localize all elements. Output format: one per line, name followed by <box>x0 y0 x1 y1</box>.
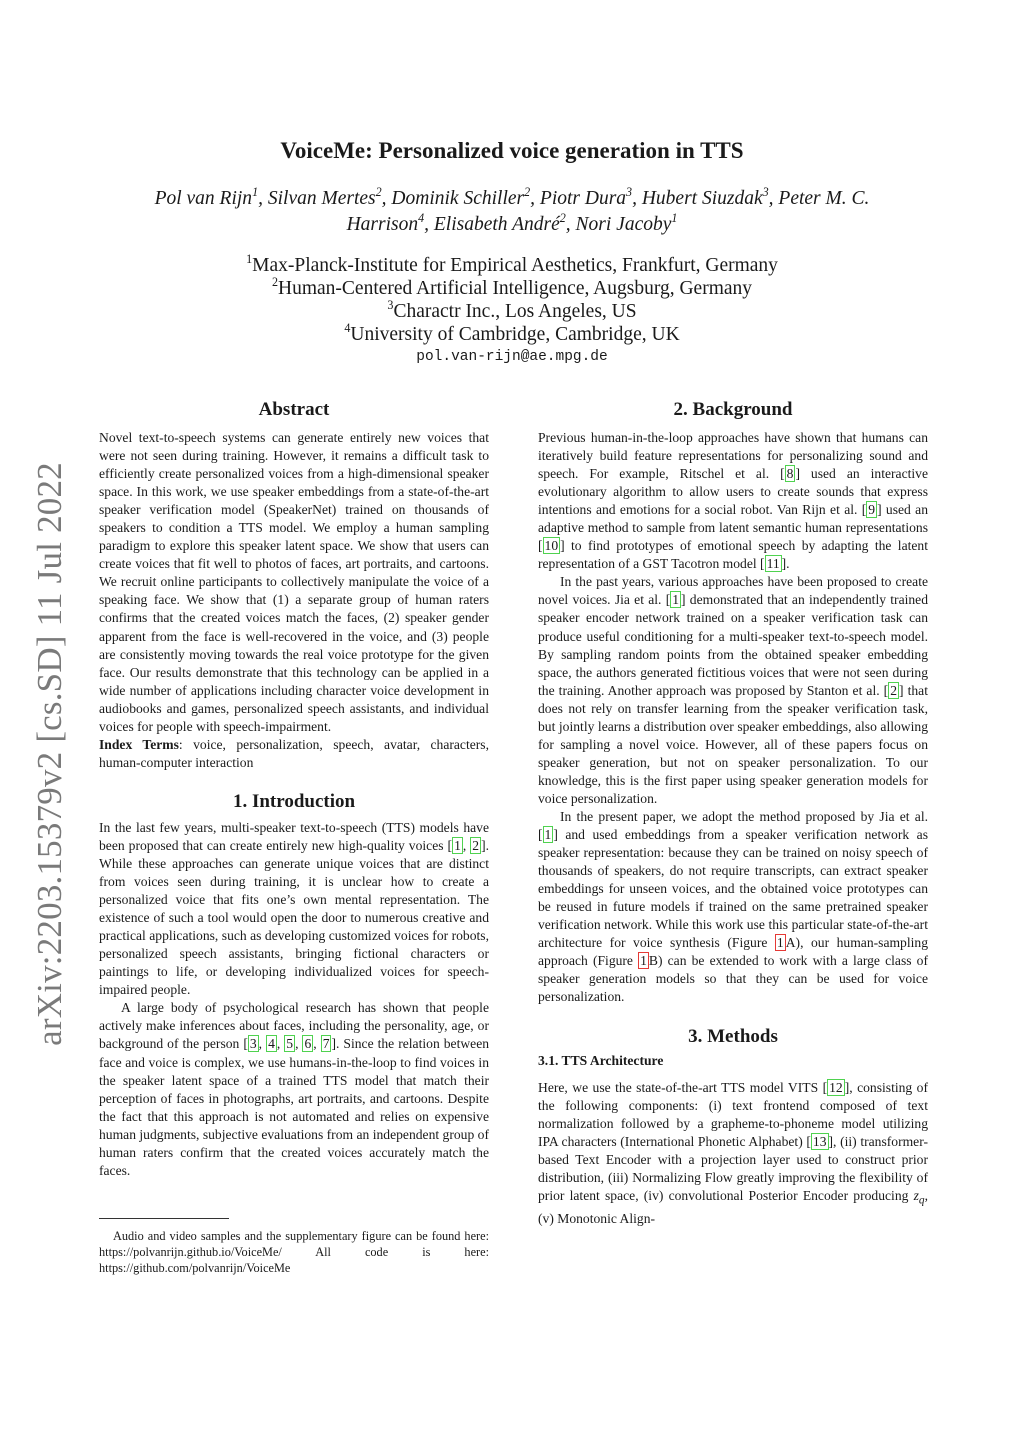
math-variable <box>913 1187 925 1207</box>
paragraph-text: ]. Since the relation between face and voice is complex, we use humans-in-the-loop to find voices in the speaker latent space of a trained TTS model that match their perception of faces in photographs, art portraits, and cartoons. Despite the fact that this approach is not automated and relies on expensive human judgments, subjective evaluations from an independent group of human raters confirm that the created voices accurately match the faces. <box>99 1036 490 1178</box>
background-paragraph-3 <box>538 808 928 1007</box>
paragraph-text: ] and used embeddings from a speaker verification network as speaker representation: because they can be trained on noisy speech of thousands of speakers, do not require transcripts, can extract speaker embeddings for unseen voices, and the obtained voice prototypes can be reused in future models if trained on the same pretrained speaker verification network. While this work use this particular state-of-the-art architecture for voice synthesis (Figure <box>538 827 928 951</box>
index-terms <box>99 736 489 772</box>
paragraph-text: Previous human-in-the-loop approaches have shown that humans can iteratively build feature representations for personalizing sound and speech. For example, Ritschel et al. [ <box>538 430 928 482</box>
index-terms-label: Index Terms <box>99 736 179 752</box>
footnote-text: Audio and video samples and the supplementary figure can be found here: https://polvanrijn.github.io/VoiceMe/ All code is here: https://github.com/polvanrijn/VoiceMe <box>99 1229 489 1275</box>
author-name: Hubert Siuzdak <box>641 188 763 209</box>
paper-title: VoiceMe: Personalized voice generation in TTS <box>280 138 744 163</box>
citation-link[interactable]: 10 <box>544 538 559 554</box>
introduction-paragraph-1 <box>99 819 489 999</box>
arxiv-identifier-text: arXiv:2203.15379v2 [cs.SD] 11 Jul 2022 <box>30 462 69 1046</box>
author-list: Pol van Rijn$^1$, Silvan Mertes$^2$, Dominik Schiller$^2$, Piotr Dura$^3$, Hubert Siuzdak$^3$, Peter M. C. Harrison$^4$, Elisabeth André$^2$, Nori Jacoby$^1$ <box>154 184 870 235</box>
affiliation-text: Max-Planck-Institute for Empirical Aesthetics, Frankfurt, Germany <box>252 255 778 276</box>
affiliation-line <box>0 297 1024 323</box>
affiliation-line <box>0 320 1024 346</box>
citation-link[interactable]: 2 <box>890 682 898 698</box>
tts-architecture-subheading: 3.1. TTS Architecture <box>538 1052 664 1068</box>
affiliation-number: 3 <box>387 297 394 312</box>
author-affiliation-mark: 2 <box>524 184 531 199</box>
author-name: Piotr Dura <box>539 188 627 209</box>
methods-heading: 3. Methods <box>688 1025 778 1047</box>
affiliation-line <box>0 251 1024 277</box>
author-name: Nori Jacoby <box>575 214 672 235</box>
abstract-text: Novel text-to-speech systems can generate entirely new voices that were not seen during training. However, it remains a difficult task to efficiently create personalized voices from a high-dimensional speaker space. In this work, we use speaker embeddings from a state-of-the-art speaker verification model (SpeakerNet) trained on thousands of speakers to condition a TTS model. We employ a human sampling paradigm to explore this speaker latent space. We show that users can create voices that fit well to photos of faces, art portraits, and cartoons. We recruit online participants to collectively manipulate the voice of a speaking face. We show that (1) a separate group of human raters confirms that the created voices match the faces, (2) speaker gender apparent from the face is well-recovered in the voice, and (3) people are consistently moving towards the real voice prototype for the given face. Our results demonstrate that this technology can be applied in a wide number of applications including character voice development in audiobooks and games, personalized speech assistants, and individual voices for people with speech-impairment. <box>99 430 489 734</box>
citation-link[interactable]: 12 <box>829 1079 843 1095</box>
paragraph-text: A large body of psychological research has shown that people actively make inferences about faces, including the personality, age, or background of the person [ <box>99 1000 489 1052</box>
paragraph-text: ] used an interactive evolutionary algorithm to allow users to create sounds that express intentions and emotions for a social robot. Van Rijn et al. [ <box>538 466 928 518</box>
index-terms-text: : voice, personalization, speech, avatar, characters, human-computer interaction <box>99 736 489 770</box>
figure-link[interactable]: 1 <box>776 935 784 951</box>
methods-paragraph-1 <box>538 1079 928 1228</box>
paragraph-text: , (v) Monotonic Align- <box>538 1187 928 1226</box>
author-affiliation-mark: 2 <box>375 184 382 199</box>
citation-link[interactable]: 4 <box>268 1036 275 1052</box>
affiliation-number: 4 <box>344 320 351 335</box>
affiliation-number: 1 <box>246 251 253 266</box>
affiliation-number: 2 <box>271 274 279 289</box>
paragraph-text: ], (ii) transformer-based Text Encoder with a projection layer used to construct prior distribution, (iii) Normalizing Flow greatly improving the flexibility of prior latent space, (iv) convolutional Posterior Encoder producing <box>538 1133 928 1203</box>
background-heading: 2. Background <box>673 399 793 420</box>
paragraph-text: In the last few years, multi-speaker text-to-speech (TTS) models have been proposed that can create entirely new high-quality voices [ <box>99 819 489 853</box>
paragraph-text: ], consisting of the following components: (i) text frontend composed of text normalization followed by a grapheme-to-phoneme model utilizing IPA characters (International Phonetic Alphabet) [ <box>538 1079 928 1149</box>
paragraph-text: ] that does not rely on transfer learning from the speaker verification task, but jointly learns a distribution over speaker embeddings, also allowing for sampling a novel voice. However, all of these papers focus on speaker generation, but not on speaker personalization. To our knowledge, this is the first paper using speaker generation models for voice personalization. <box>538 682 928 806</box>
footnote <box>99 1218 489 1276</box>
affiliation-text: University of Cambridge, Cambridge, UK <box>350 324 680 345</box>
right-column <box>538 398 928 1228</box>
affiliation-line <box>0 274 1024 300</box>
math-variable-subscript: q <box>918 1194 925 1207</box>
contact-email: pol.van-rijn@ae.mpg.de <box>416 349 608 365</box>
author-affiliation-mark: 1 <box>671 210 678 225</box>
paragraph-text: A), our human-sampling approach (Figure <box>538 935 928 969</box>
citation-link[interactable]: 6 <box>304 1036 312 1052</box>
paragraph-text: ]. While these approaches can generate unique voices that are distinct from voices seen during training, it is unclear how to create a personalized voice that fits one’s own mental representation. The existence of such a tool would open the door to numerous creative and practical applications, such as developing customized voices for robots, personalized speech assistants, bringing fictional characters or paintings to life, or developing individualized voices for speech-impaired people. <box>99 837 490 998</box>
paragraph-text: Here, we use the state-of-the-art TTS model VITS [ <box>538 1079 828 1095</box>
author-affiliation-mark: 1 <box>252 184 259 199</box>
citation-separator: , <box>462 837 471 853</box>
paragraph-text: ] to find prototypes of emotional speech by adapting the latent representation of a GST Tacotron model [ <box>538 538 928 572</box>
introduction-heading: 1. Introduction <box>232 790 356 812</box>
math-variable-base: z <box>913 1187 919 1203</box>
citation-link[interactable]: 11 <box>766 556 780 572</box>
citation-link[interactable]: 5 <box>286 1036 294 1052</box>
figure-link[interactable]: 1 <box>640 953 647 969</box>
affiliation-text: Human-Centered Artificial Intelligence, Augsburg, Germany <box>278 278 753 299</box>
footnote-rule <box>99 1218 229 1219</box>
affiliation-text: Charactr Inc., Los Angeles, US <box>393 301 637 322</box>
author-name: Peter M. C. Harrison <box>346 188 870 235</box>
author-affiliation-mark: 3 <box>762 184 769 199</box>
citation-link[interactable]: 8 <box>786 466 794 482</box>
paragraph-text: B) can be extended to work with a large class of speaker generation models so that they can be used for voice personalization. <box>538 953 928 1005</box>
author-name: Silvan Mertes <box>267 188 376 209</box>
citation-link[interactable]: 7 <box>322 1036 330 1052</box>
citation-link[interactable]: 1 <box>454 837 461 853</box>
paragraph-text: In the present paper, we adopt the method proposed by Jia et al. [ <box>538 808 928 843</box>
citation-link[interactable]: 1 <box>672 592 680 608</box>
paragraph-text: ] used an adaptive method to sample from latent semantic human representations [ <box>538 502 928 554</box>
author-name: Pol van Rijn <box>154 188 253 209</box>
citation-link[interactable]: 13 <box>812 1133 827 1149</box>
paragraph-text: In the past years, various approaches have been proposed to create novel voices. Jia et al. [ <box>538 574 928 608</box>
left-column <box>99 398 489 1180</box>
paragraph-text: ]. <box>781 556 790 572</box>
citation-link[interactable]: 3 <box>249 1036 257 1052</box>
citation-link[interactable]: 1 <box>544 827 552 843</box>
author-affiliation-mark: 4 <box>418 210 425 225</box>
author-affiliation-mark: 3 <box>626 184 633 199</box>
introduction-paragraph-2 <box>99 999 489 1179</box>
abstract-heading: Abstract <box>258 399 330 420</box>
paragraph-text: ] demonstrated that an independently trained speaker encoder network trained on a speaker verification task can produce useful conditioning for a multi-speaker text-to-speech model. By sampling random points from the obtained speaker embedding space, the authors generated fictitious voices that were not seen during the training. Another approach was proposed by Stanton et al. [ <box>538 592 929 698</box>
citation-separator: , <box>258 1036 267 1052</box>
author-affiliation-mark: 2 <box>559 210 566 225</box>
citation-separator: , <box>313 1036 321 1052</box>
citation-separator: , <box>295 1036 303 1052</box>
author-name: Elisabeth André <box>433 214 560 235</box>
background-paragraph-2 <box>538 573 928 808</box>
background-paragraph-1 <box>538 429 928 573</box>
affiliation-list <box>0 251 1024 368</box>
citation-link[interactable]: 2 <box>472 837 480 853</box>
author-name: Dominik Schiller <box>391 188 525 209</box>
citation-separator: , <box>276 1036 285 1052</box>
citation-link[interactable]: 9 <box>868 502 876 518</box>
